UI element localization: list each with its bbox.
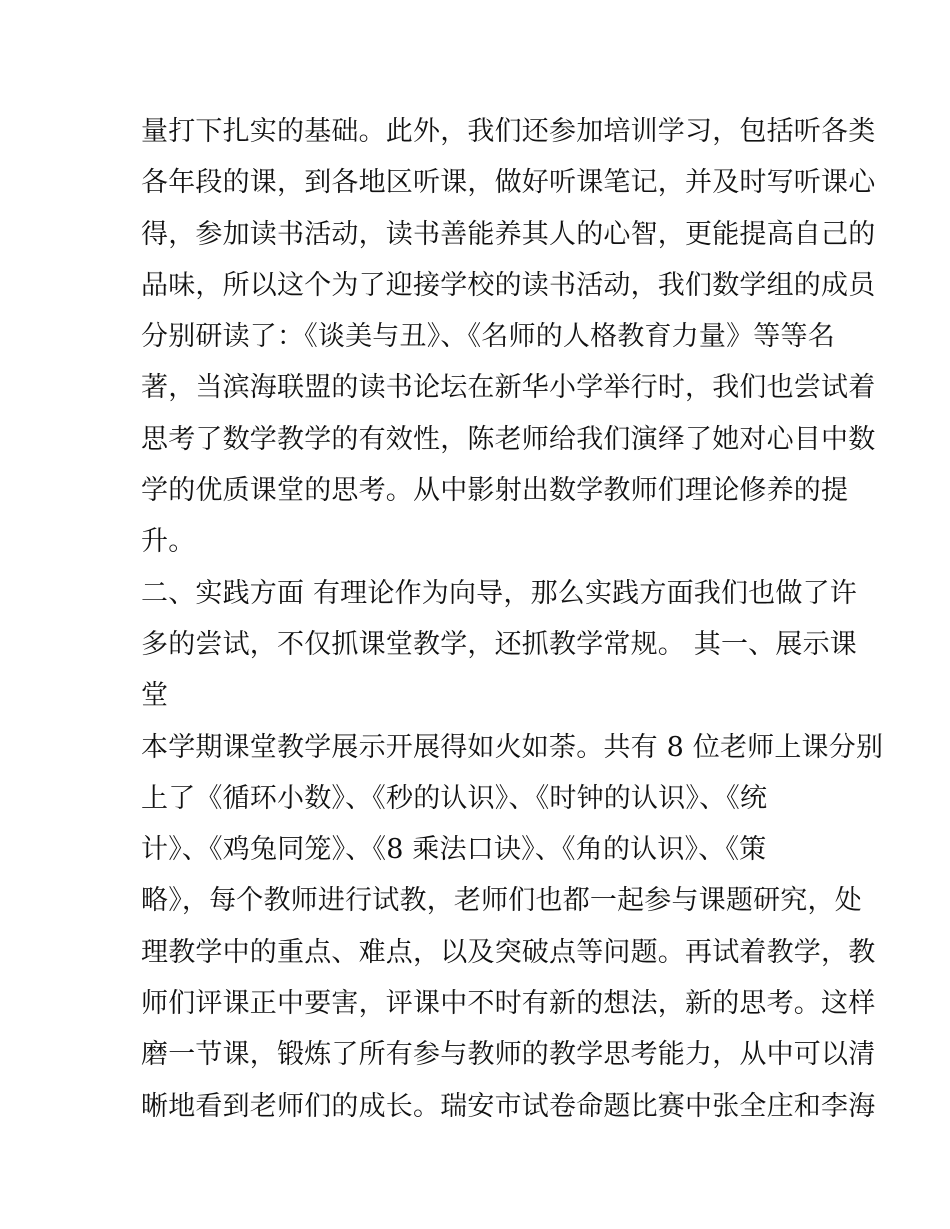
text-line: 品味，所以这个为了迎接学校的读书活动，我们数学组的成员 <box>141 269 876 301</box>
text-line: 量打下扎实的基础。此外，我们还参加培训学习，包括听各类 <box>141 116 876 147</box>
body-text <box>141 106 884 1132</box>
text-line: 理教学中的重点、难点，以及突破点等问题。再试着教学，教 <box>141 936 876 968</box>
text-line: 师们评课正中要害，评课中不时有新的想法，新的思考。这样 <box>141 988 876 1020</box>
text-line: 思考了数学教学的有效性，陈老师给我们演绎了她对心目中数 <box>141 423 876 455</box>
text-line: 上了《循环小数》、《秒的认识》、《时钟的认识》、《统 <box>141 782 768 814</box>
text-line: 学的优质课堂的思考。从中影射出数学教师们理论修养的提 <box>141 475 849 507</box>
text-line: 分别研读了：《谈美与丑》、《名师的人格教育力量》等等名 <box>141 321 835 353</box>
text-line: 各年段的课，到各地区听课，做好听课笔记，并及时写听课心 <box>141 167 876 199</box>
text-line: 堂 <box>141 680 169 712</box>
text-line: 得，参加读书活动，读书善能养其人的心智，更能提高自己的 <box>141 218 876 250</box>
text-line: 计》、《鸡兔同笼》、《8 乘法口诀》、《角的认识》、《策 <box>141 834 767 866</box>
text-line: 著，当滨海联盟的读书论坛在新华小学举行时，我们也尝试着 <box>141 372 876 404</box>
text-line: 多的尝试，不仅抓课堂教学，还抓教学常规。 其一、展示课 <box>141 628 857 660</box>
text-line: 磨一节课，锻炼了所有参与教师的教学思考能力，从中可以清 <box>141 1039 876 1071</box>
text-line: 晰地看到老师们的成长。瑞安市试卷命题比赛中张全庄和李海 <box>141 1090 876 1122</box>
text-line: 本学期课堂教学展示开展得如火如荼。共有 8 位老师上课分别 <box>141 731 884 763</box>
section-heading-line: 二、实践方面 有理论作为向导，那么实践方面我们也做了许 <box>141 577 857 609</box>
text-line: 略》，每个教师进行试教，老师们也都一起参与课题研究，处 <box>141 885 862 917</box>
text-line: 升。 <box>141 526 196 558</box>
